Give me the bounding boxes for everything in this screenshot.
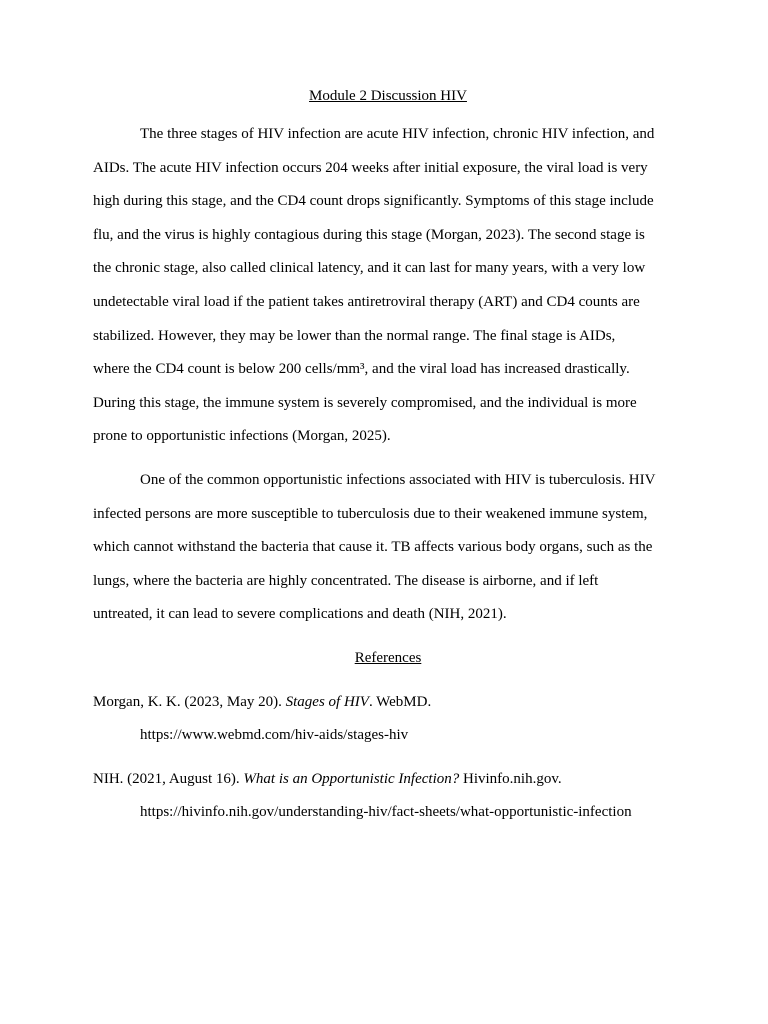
reference-entry-morgan [93,686,683,753]
reference-entry-nih [93,763,683,830]
text-line: untreated, it can lead to severe complications and death (NIH, 2021). [93,606,507,623]
text-line: stabilized. However, they may be lower than the normal range. The final stage is AIDs, [93,327,616,344]
text-line: flu, and the virus is highly contagious during this stage (Morgan, 2023). The second stage is [93,226,645,243]
reference-suffix: Hivinfo.nih.gov. [459,770,562,787]
text-line: During this stage, the immune system is severely compromised, and the individual is more [93,394,637,411]
text-line: undetectable viral load if the patient takes antiretroviral therapy (ART) and CD4 counts are [93,293,640,310]
reference-suffix: . WebMD. [368,693,432,710]
reference-title: Stages of HIV [285,693,369,710]
reference-url: https://hivinfo.nih.gov/understanding-hiv/fact-sheets/what-opportunistic-infection [140,804,632,821]
text-line: which cannot withstand the bacteria that cause it. TB affects various body organs, such as the [93,539,653,556]
document-title: Module 2 Discussion HIV [309,88,467,104]
references-heading: References [354,649,422,666]
reference-title: What is an Opportunistic Infection? [243,770,460,787]
paragraph-tuberculosis [93,464,683,632]
reference-prefix: Morgan, K. K. (2023, May 20). [93,693,286,710]
text-line: AIDs. The acute HIV infection occurs 204 weeks after initial exposure, the viral load is very [93,159,648,176]
text-line: prone to opportunistic infections (Morgan, 2025). [93,428,391,445]
text-line: lungs, where the bacteria are highly concentrated. The disease is airborne, and if left [93,572,599,589]
text-line: The three stages of HIV infection are acute HIV infection, chronic HIV infection, and [140,126,655,142]
text-line: infected persons are more susceptible to tuberculosis due to their weakened immune system, [93,505,648,522]
reference-url: https://www.webmd.com/hiv-aids/stages-hiv [140,727,409,744]
text-line: high during this stage, and the CD4 count drops significantly. Symptoms of this stage include [93,193,654,210]
text-line: where the CD4 count is below 200 cells/mm³, and the viral load has increased drastically. [93,361,630,378]
reference-prefix: NIH. (2021, August 16). [93,770,244,787]
document-page [93,84,683,830]
paragraph-stages [93,118,683,454]
text-line: One of the common opportunistic infections associated with HIV is tuberculosis. HIV [140,471,656,488]
text-line: the chronic stage, also called clinical latency, and it can last for many years, with a very low [93,260,646,277]
